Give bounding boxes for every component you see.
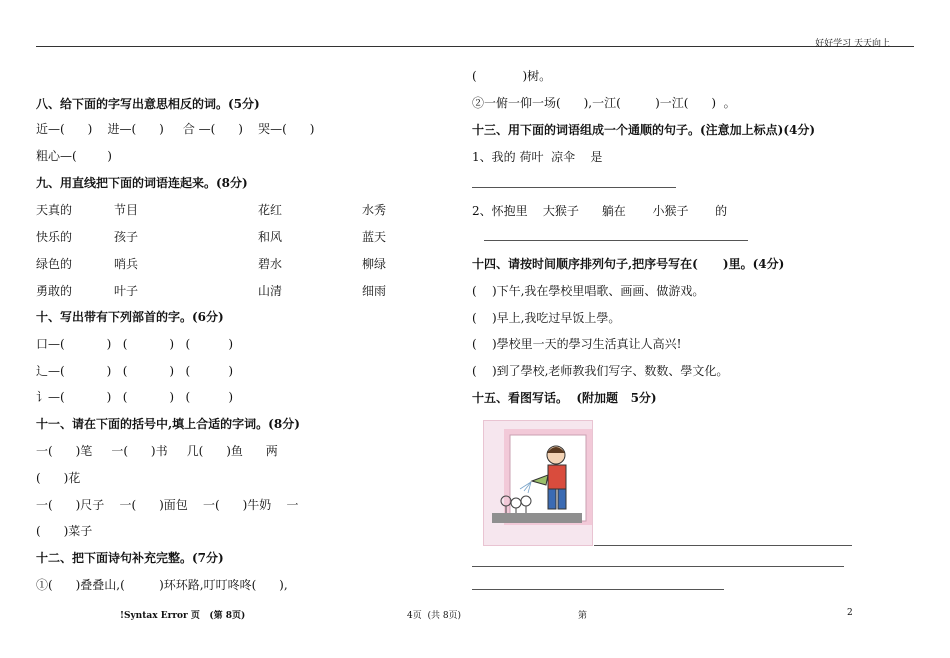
q12-continued-1: ( )树。 [472,69,552,83]
q10-line-3: 讠—( ) ( ) ( ) [36,390,234,404]
q11-line-4: ( )菜子 [36,524,93,538]
q14-item: ( )下午,我在學校里唱歌、画画、做游戏。 [472,284,705,298]
q9-cell: 节目 [114,203,139,217]
q12-continued-2: ②一俯一仰一场( ),一江( )一江( ) 。 [472,96,736,110]
q10-line-2: 辶—( ) ( ) ( ) [36,364,234,378]
q9-cell: 山清 [258,284,283,298]
q9-cell: 和风 [258,230,283,244]
q10-line-1: 口—( ) ( ) ( ) [36,337,234,351]
q13-line-1: 1、我的 荷叶 凉伞 是 [472,150,603,164]
q9-cell: 天真的 [36,203,73,217]
footer-page-number: 2 [847,608,853,618]
q9-cell: 勇敢的 [36,284,73,298]
q9-cell: 叶子 [114,284,139,298]
q9-cell: 蓝天 [362,230,387,244]
footer-page-count: 4页 (共 8页) [407,611,462,621]
header-rule [36,46,914,47]
writing-line [594,545,852,546]
q12-line-1: ①( )叠叠山,( )环环路,叮叮咚咚( ), [36,578,288,592]
q13-line-2: 2、怀抱里 大猴子 躺在 小猴子 的 [472,204,728,218]
q11-title: 十一、请在下面的括号中,填上合适的字词。(8分) [36,417,300,431]
writing-line [472,589,724,590]
q9-cell: 花红 [258,203,283,217]
q8-line-1: 近—( ) 进—( ) 合 —( ) 哭—( ) [36,122,315,136]
q10-title: 十、写出带有下列部首的字。(6分) [36,310,224,324]
q8-line-2: 粗心—( ) [36,149,112,163]
q9-title: 九、用直线把下面的词语连起来。(8分) [36,176,248,190]
illustration-boy-watering-flowers [483,420,593,546]
q12-title: 十二、把下面诗句补充完整。(7分) [36,551,224,565]
q9-cell: 碧水 [258,257,283,271]
answer-line [484,240,748,241]
q11-line-3: 一( )尺子 一( )面包 一( )牛奶 一 [36,498,299,512]
q11-line-2: ( )花 [36,471,81,485]
q15-title: 十五、看图写话。 (附加题 5分) [472,391,657,405]
q11-line-1: 一( )笔 一( )书 几( )鱼 两 [36,444,278,458]
q9-cell: 柳绿 [362,257,387,271]
footer-left: !Syntax Error 页 (第 8页) [120,611,246,621]
q9-cell: 绿色的 [36,257,73,271]
q9-cell: 快乐的 [36,230,73,244]
q14-item: ( )到了學校,老师教我们写字、数数、學文化。 [472,364,729,378]
q13-title: 十三、用下面的词语组成一个通顺的句子。(注意加上标点)(4分) [472,123,816,137]
q9-cell: 水秀 [362,203,387,217]
q9-cell: 细雨 [362,284,387,298]
q9-cell: 孩子 [114,230,139,244]
q14-title: 十四、请按时间顺序排列句子,把序号写在( )里。(4分) [472,257,785,271]
q9-cell: 哨兵 [114,257,139,271]
header-slogan: 好好学习 天天向上 [815,39,890,49]
q8-title: 八、给下面的字写出意思相反的词。(5分) [36,97,260,111]
q14-item: ( )早上,我吃过早饭上學。 [472,311,621,325]
q14-item: ( )學校里一天的學习生活真让人高兴! [472,337,682,351]
writing-line [472,566,844,567]
footer-label: 第 [578,611,588,621]
answer-line [472,187,676,188]
